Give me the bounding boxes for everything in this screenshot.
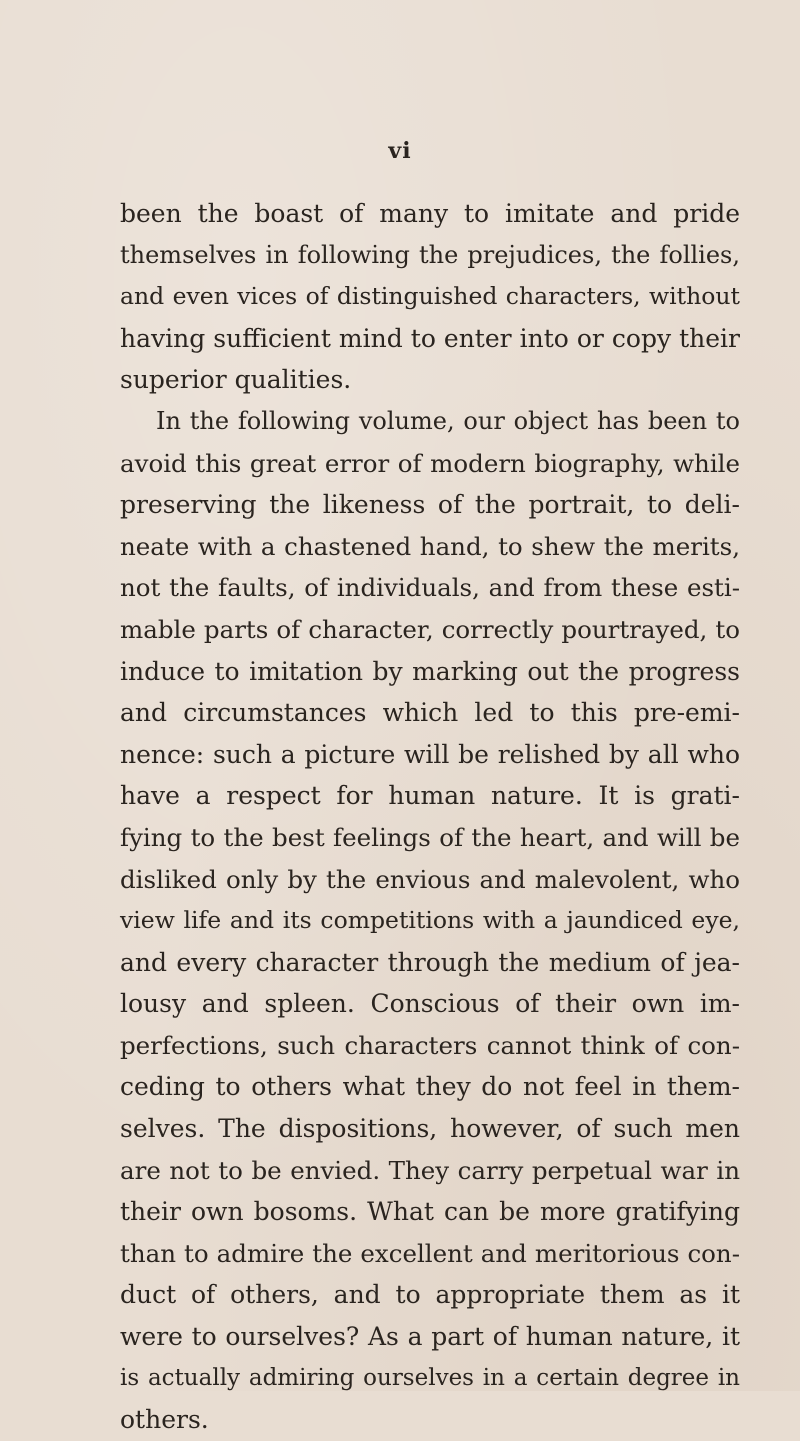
text-line: lousy and spleen. Conscious of their own im- <box>120 989 740 1019</box>
text-line: neate with a chastened hand, to shew the merits, <box>120 531 740 561</box>
text-line: selves. The dispositions, however, of such men <box>120 1114 740 1144</box>
text-line: themselves in following the prejudices, the follies, <box>120 240 740 269</box>
text-line: than to admire the excellent and meritorious con- <box>120 1238 740 1268</box>
text-line: mable parts of character, correctly pourtrayed, to <box>120 614 740 644</box>
text-line: were to ourselves? As a part of human nature, it <box>120 1322 740 1352</box>
page-number: vi <box>388 138 412 164</box>
text-line: avoid this great error of modern biography, while <box>120 448 740 478</box>
body-text <box>120 193 740 1441</box>
text-line: and every character through the medium of jea- <box>120 947 740 977</box>
text-line: duct of others, and to appropriate them as it <box>120 1280 740 1310</box>
text-line: is actually admiring ourselves in a certain degree in <box>120 1364 740 1391</box>
text-line: ceding to others what they do not feel in them- <box>120 1072 740 1102</box>
text-line: have a respect for human nature. It is grati- <box>120 781 740 811</box>
text-line: their own bosoms. What can be more gratifying <box>120 1197 740 1227</box>
paragraph-first-line: In the following volume, our object has been to <box>156 406 740 435</box>
text-line: induce to imitation by marking out the progress <box>120 656 740 686</box>
text-line: superior qualities. <box>120 365 352 395</box>
text-line: are not to be envied. They carry perpetual war in <box>120 1155 740 1185</box>
text-line: perfections, such characters cannot think of con- <box>120 1030 740 1060</box>
text-line: and even vices of distinguished characters, without <box>120 282 740 311</box>
text-line: having sufficient mind to enter into or copy their <box>120 323 740 353</box>
text-line: others. <box>120 1405 209 1435</box>
text-line: disliked only by the envious and malevolent, who <box>120 864 740 894</box>
text-line: not the faults, of individuals, and from these esti- <box>120 573 740 603</box>
text-line: fying to the best feelings of the heart, and will be <box>120 822 740 852</box>
text-line: view life and its competitions with a jaundiced eye, <box>120 906 740 935</box>
text-line: been the boast of many to imitate and pride <box>120 199 740 228</box>
text-line: and circumstances which led to this pre-emi- <box>120 698 740 728</box>
text-line: nence: such a picture will be relished by all who <box>120 739 740 769</box>
text-line: preserving the likeness of the portrait, to deli- <box>120 490 740 520</box>
